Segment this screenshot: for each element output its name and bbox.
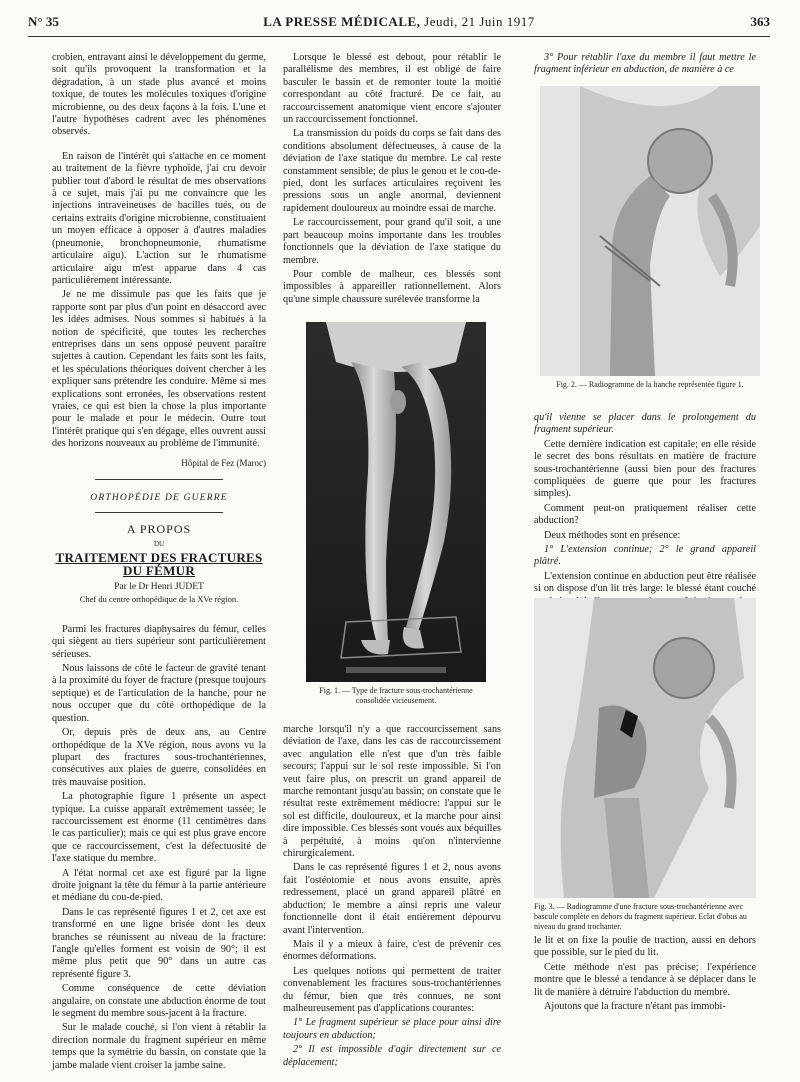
column-3-bottom xyxy=(534,935,756,1015)
figure-1 xyxy=(306,322,486,706)
paragraph: Les quelques notions qui permettent de traiter convenablement les fractures sous-trochantériennes du fémur, bien que très connues, ne sont malheureusement pas d'applications courantes: xyxy=(283,965,501,1014)
paragraph: Dans le cas représenté figures 1 et 2, cet axe est transformé en une ligne brisée dont les deux branches se réunissent au niveau de la fracture: l'angle qu'elles forment est voisin de 90°; il est même plus petit que 90° dans un autre cas représenté figure 3. xyxy=(52,906,266,980)
paragraph: Dans le cas représenté figures 1 et 2, nous avons fait l'ostéotomie et nous avons ensuite, après redressement, placé un grand appareil plâtré en abduction; le membre a ainsi repris une valeur fonctionnelle dont il était entièrement dépourvu avant l'intervention. xyxy=(283,862,501,936)
paragraph: Lorsque le blessé est debout, pour rétablir le parallélisme des membres, il est obligé de faire basculer le bassin et de remonter toute la moitié correspondant au côté fracturé. De ce fait, au raccourcissement anatomique vient encore s'ajouter un raccourcissement fonctionnel. xyxy=(283,52,501,126)
signature: Hôpital de Fez (Maroc) xyxy=(181,457,266,468)
paragraph: Le raccourcissement, pour grand qu'il soit, a une part beaucoup moins importante dans les troubles fonctionnels que la déviation de l'axe statique du membre. xyxy=(283,217,501,266)
journal-title: LA PRESSE MÉDICALE, xyxy=(263,14,421,29)
paragraph: L'extension continue en abduction peut être réalisée si on dispose d'un lit très large: le blessé étant couché xyxy=(534,570,756,595)
paragraph: Or, depuis près de deux ans, au Centre orthopédique de la XVe région, nous avons vu la plupart des fractures sous-trochantériennes, consécutives aux plaies de guerre, consolidées en très mauvaise position. xyxy=(52,727,266,788)
divider xyxy=(95,512,223,513)
paragraph: Je ne me dissimule pas que les faits que je rapporte sont par plus d'un point en désaccord avec les idées admises. Nous sommes si habitués à la notion de spécificité, que toutes les recherches entreprises dans un sens opposé peuvent paraître sujettes à caution. Cependant les faits sont les faits, et les spéculations théoriques doivent chercher à les expliquer sans prétendre les conduire. Même si mes explications sont erronées, les observations restent vraies, ce qui est bien la chose la plus importante pour le malade et pour le médecin. Outre tout l'intérêt pratique qui s'en dégage, elles ouvrent aussi des horizons nouveaux au problème de l'immunité. xyxy=(52,289,266,450)
paragraph: Deux méthodes sont en présence: xyxy=(544,529,681,541)
article-title: TRAITEMENT DES FRACTURES DU FÉMUR xyxy=(55,550,263,578)
figure-2-radiograph xyxy=(540,86,760,376)
paragraph: Pour comble de malheur, ces blessés sont impossibles à appareiller rationnellement. Alors qu'une simple chaussure surélevée transforme la xyxy=(283,268,501,305)
paragraph: 1° L'extension continue; 2° le grand appareil plâtré. xyxy=(534,544,756,568)
list-item: 2° Il est impossible d'agir directement sur ce déplacement; xyxy=(283,1044,501,1068)
paragraph: Sur le malade couché, si l'on vient à rétablir la direction normale du fragment supérieur en même temps que la symétrie du bassin, on constate que la jambe malade vient croiser la jambe saine. xyxy=(52,1022,266,1071)
paragraph: qu'il vienne se placer dans le prolongement du fragment supérieur. xyxy=(534,412,756,436)
masthead xyxy=(28,14,770,30)
paragraph: Cette dernière indication est capitale; en elle réside le secret des bons résultats en matière de fracture sous-trochantérienne (aussi bien pour des fractures compliquées de guerre que pour les fractures simples). xyxy=(534,438,756,500)
paragraph: La photographie figure 1 présente un aspect typique. La cuisse apparaît extrêmement tassée; le raccourcissement est énorme (11 centimètres dans le cas particulier); mais ce qui est plus grave encore que ce raccourcissement, c'est la défectuosité de l'axe statique du membre. xyxy=(52,791,266,865)
page-header xyxy=(28,14,770,32)
column-2-bottom xyxy=(283,724,501,1071)
paragraph: A l'état normal cet axe est figuré par la ligne droite joignant la tête du fémur à la partie antérieure et médiane du cou-de-pied. xyxy=(52,867,266,904)
figure-2-caption: Fig. 2. — Radiogramme de la hanche représentée figure 1. xyxy=(556,380,744,389)
paragraph: Comment peut-on pratiquement réaliser cette abduction? xyxy=(534,502,756,527)
header-rule xyxy=(28,36,770,37)
article-du: DU xyxy=(153,539,165,548)
issue-date: Jeudi, 21 Juin 1917 xyxy=(424,14,535,29)
figure-1-caption: Fig. 1. — Type de fracture sous-trochantérienne consolidée vicieusement. xyxy=(319,686,473,705)
list-item: 1° Le fragment supérieur se place pour ainsi dire toujours en abduction; xyxy=(283,1017,501,1041)
list-item: 3° Pour rétablir l'axe du membre il faut mettre le fragment inférieur en abduction, de manière à ce xyxy=(534,52,756,76)
section-rubric: ORTHOPÉDIE DE GUERRE xyxy=(90,493,228,503)
column-3-middle xyxy=(534,412,756,623)
figure-3-caption: Fig. 3. — Radiogramme d'une fracture sous-trochantérienne avec bascule complète en dehors du fragment supérieur. Eclat d'obus au niveau du grand trochanter. xyxy=(534,902,747,931)
paragraph: Comme conséquence de cette déviation angulaire, on constate une abduction énorme de tout le segment du membre sous-jacent à la fracture. xyxy=(52,983,266,1020)
figure-1-photograph xyxy=(306,322,486,682)
issue-number: N° 35 xyxy=(28,14,59,29)
page-number: 363 xyxy=(750,14,770,29)
divider xyxy=(95,479,223,480)
paragraph: le lit et on fixe la poulie de traction, aussi en dehors que possible, sur le pied du lit. xyxy=(534,935,756,959)
paragraph: En raison de l'intérêt qui s'attache en ce moment au traitement de la fièvre typhoïde, j'ai cru devoir publier tout d'abord le résultat de mes observations à ce sujet, mais j'ai pu me convaincre que les injections intraveineuses de bacilles tués, ou de certains extraits d'origine microbienne, constituaient un moyen efficace à opposer à d'autres maladies (pneumonie, bronchopneumonie, rhumatisme articulaire aigu). L'action sur le rhumatisme articulaire aigu m'est apparue dans 4 cas particulièrement intéressante. xyxy=(52,150,266,286)
paragraph: crobien, entravant ainsi le développement du germe, soit qu'ils provoquent la transformation et la dégradation, à un stade plus avancé et moins toxique, de toutes les molécules toxiques d'origine microbienne, ou des deux façons à la fois. L'une et l'autre hypothèses cadrent avec les phénomènes observés. xyxy=(52,52,266,138)
paragraph: Nous laissons de côté le facteur de gravité tenant à la proximité du foyer de fracture (presque toujours septique) et de l'articulation de la hanche, pour ne nous occuper que du côté orthopédique de la question. xyxy=(52,663,266,724)
paragraph: Mais il y a mieux à faire, c'est de prévenir ces énormes déformations. xyxy=(283,938,501,963)
article-pre-title: A PROPOS xyxy=(126,522,192,537)
figure-2 xyxy=(540,86,760,390)
author: Par le Dr Henri JUDET xyxy=(114,582,204,593)
paragraph: marche lorsqu'il n'y a que raccourcissement sans déviation de l'axe, dans les cas de raccourcissement avec angulation elle n'est que d'un très faible secours; l'appui sur le sol reste impossible. Si l'on veut faire plus, on prescrit un grand appareil de marche remontant jusqu'au bassin; on constate que le résultat reste extrêmement médiocre: l'appui sur le sol est difficile, douloureux, et la marche pour ainsi dire impossible. Ces blessés sont voués aux béquilles à perpétuité, à moins qu'on n'intervienne chirurgicalement. xyxy=(283,724,501,860)
paragraph: La transmission du poids du corps se fait dans des conditions absolument défectueuses, à cause de la déviation de l'axe statique du membre. Le cal reste constamment sensible; de plus le genou et le cou-de-pied, dont les surfaces articulaires reçoivent les pressions sous un angle anormal, deviennent rapidement douloureux au moindre essai de marche. xyxy=(283,128,501,214)
author-affiliation: Chef du centre orthopédique de la XVe région. xyxy=(79,594,239,605)
column-3-intro xyxy=(534,52,756,79)
paragraph: Ajoutons que la fracture n'étant pas immobi- xyxy=(544,1001,726,1013)
figure-3 xyxy=(534,598,756,932)
paragraph: Parmi les fractures diaphysaires du fémur, celles qui siègent au tiers supérieur sont particulièrement sérieuses. xyxy=(52,623,266,660)
figure-3-radiograph xyxy=(534,598,756,898)
column-1 xyxy=(52,52,266,1074)
column-2-top xyxy=(283,52,501,308)
paragraph: Cette méthode n'est pas précise; l'expérience montre que le blessé a tendance à se déplacer dans le lit de manière à détruire l'abduction du membre. xyxy=(534,961,756,998)
